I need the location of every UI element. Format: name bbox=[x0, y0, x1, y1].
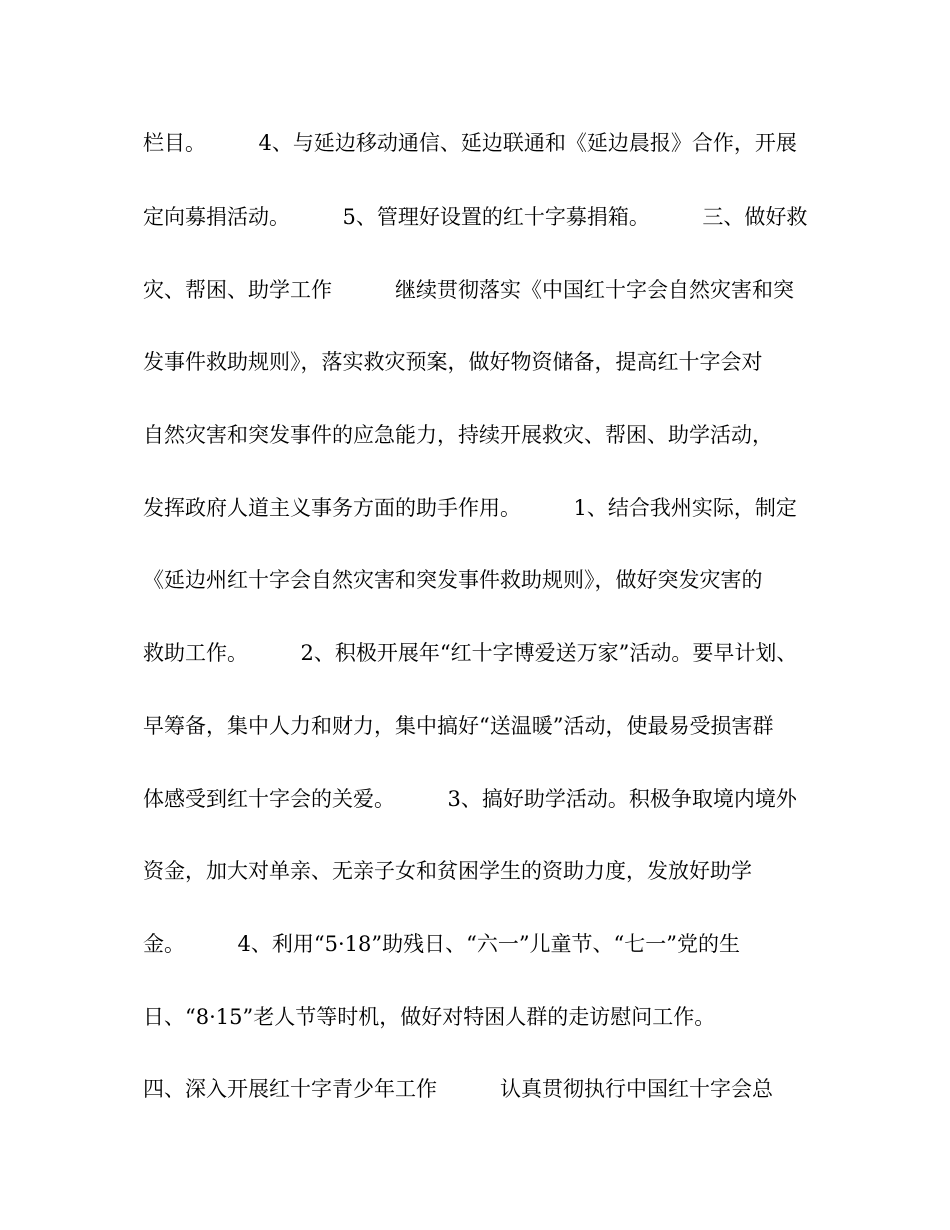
text-line-4: 发事件救助规则》，落实救灾预案，做好物资储备，提高红十字会对 bbox=[143, 350, 763, 374]
text-line-1: 栏目。 4、与延边移动通信、延边联通和《延边晨报》合作，开展 bbox=[143, 131, 797, 155]
text-line-9: 早筹备，集中人力和财力，集中搞好“送温暖”活动，使最易受损害群 bbox=[143, 714, 774, 738]
text-line-3: 灾、帮困、助学工作 继续贯彻落实《中国红十字会自然灾害和突 bbox=[143, 278, 794, 302]
text-line-10: 体感受到红十字会的关爱。 3、搞好助学活动。积极争取境内境外 bbox=[143, 787, 797, 811]
text-line-7: 《延边州红十字会自然灾害和突发事件救助规则》，做好突发灾害的 bbox=[143, 568, 763, 592]
text-line-14: 四、深入开展红十字青少年工作 认真贯彻执行中国红十字会总 bbox=[143, 1077, 773, 1101]
text-line-13: 日、“8·15”老人节等时机，做好对特困人群的走访慰问工作。 bbox=[143, 1005, 716, 1029]
text-line-5: 自然灾害和突发事件的应急能力，持续开展救灾、帮困、助学活动， bbox=[143, 423, 773, 447]
text-line-12: 金。 4、利用“5·18”助残日、“六一”儿童节、“七一”党的生 bbox=[143, 932, 741, 956]
text-line-11: 资金，加大对单亲、无亲子女和贫困学生的资助力度，发放好助学 bbox=[143, 859, 752, 883]
text-line-2: 定向募捐活动。 5、管理好设置的红十字募捐箱。 三、做好救 bbox=[143, 205, 808, 229]
text-line-6: 发挥政府人道主义事务方面的助手作用。 1、结合我州实际，制定 bbox=[143, 496, 797, 520]
text-line-8: 救助工作。 2、积极开展年“红十字博爱送万家”活动。要早计划、 bbox=[143, 641, 798, 665]
